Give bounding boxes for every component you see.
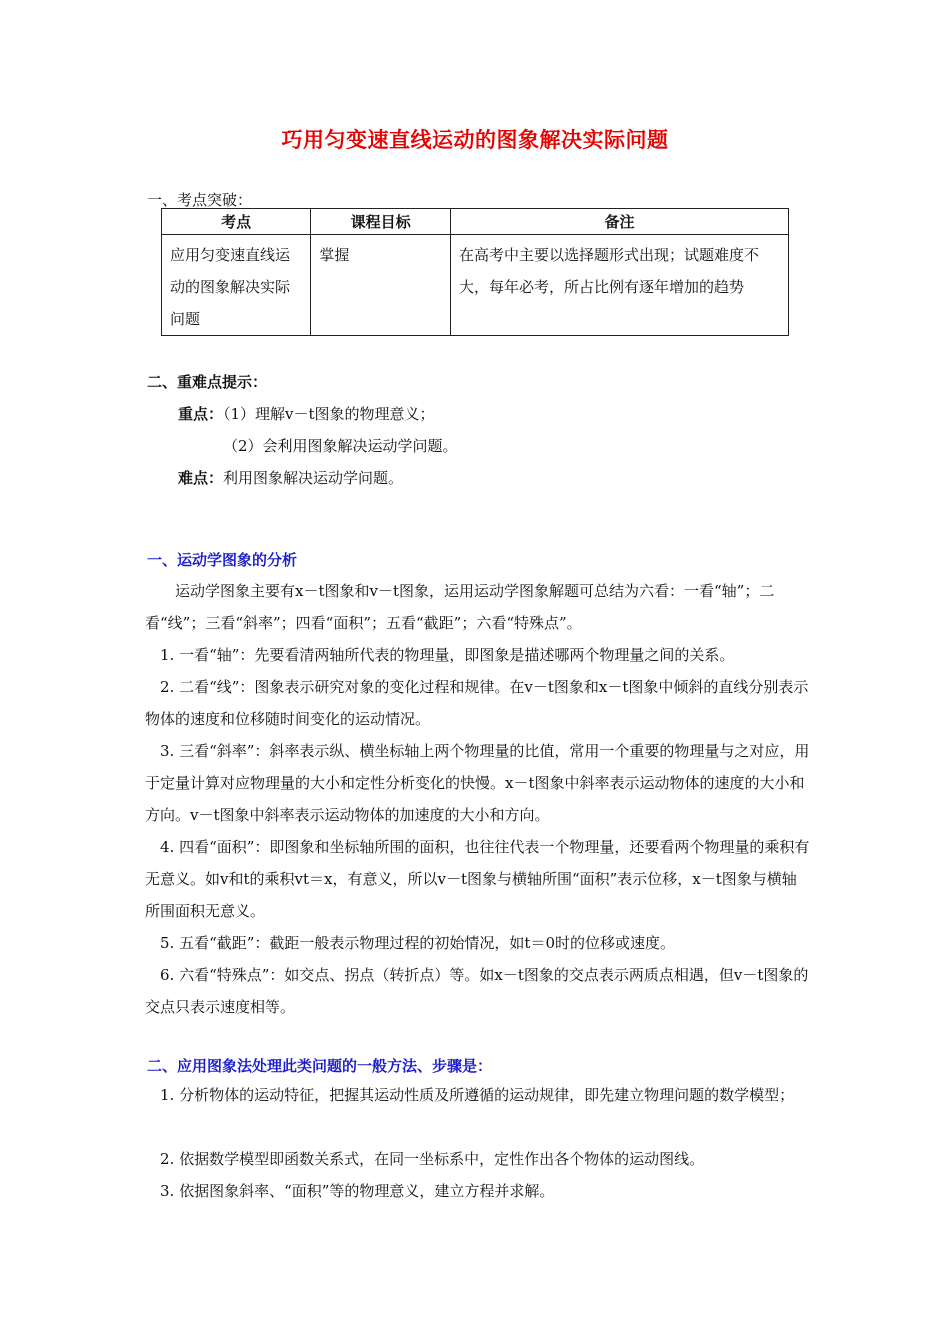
kaodian-table: [161, 208, 789, 336]
list-item: 1. 分析物体的运动特征，把握其运动性质及所遵循的运动规律，即先建立物理问题的数学模型；: [160, 1086, 795, 1104]
table-header: 备注: [451, 209, 789, 235]
table-header: 课程目标: [311, 209, 451, 235]
table-cell: 掌握: [311, 235, 451, 336]
part-a-intro: 运动学图象主要有x－t图象和v－t图象，运用运动学图象解题可总结为六看：一看“轴”；二看“线”；三看“斜率”；四看“面积”；五看“截距”；六看“特殊点”。: [145, 582, 775, 632]
section-kaodian-label: 一、考点突破：: [147, 191, 253, 209]
table-cell: 在高考中主要以选择题形式出现；试题难度不大，每年必考，所占比例有逐年增加的趋势: [451, 235, 789, 336]
key-point-2: （2）会利用图象解决运动学问题。: [223, 437, 458, 455]
list-item: 3. 三看“斜率”：斜率表示纵、横坐标轴上两个物理量的比值，常用一个重要的物理量与之对应，用于定量计算对应物理量的大小和定性分析变化的快慢。x－t图象中斜率表示运动物体的速度的大小和方向。v－t图象中斜率表示运动物体的加速度的大小和方向。: [145, 742, 810, 824]
table-header: 考点: [162, 209, 311, 235]
table-cell: 应用匀变速直线运动的图象解决实际问题: [162, 235, 311, 336]
difficult-text: 利用图象解决运动学问题。: [223, 469, 404, 487]
key-label: 重点：: [178, 405, 224, 423]
page-title: 巧用匀变速直线运动的图象解决实际问题: [281, 127, 669, 152]
list-item: 2. 二看“线”：图象表示研究对象的变化过程和规律。在v－t图象和x－t图象中倾斜的直线分别表示物体的速度和位移随时间变化的运动情况。: [145, 678, 809, 728]
table-row: [162, 235, 789, 336]
key-point-1: [178, 403, 435, 424]
list-item: 2. 依据数学模型即函数关系式，在同一坐标系中，定性作出各个物体的运动图线。: [160, 1150, 705, 1168]
table-header-row: [162, 209, 789, 235]
difficult-label: 难点：: [178, 469, 224, 487]
section-difficulty-label: 二、重难点提示：: [147, 373, 268, 391]
list-item: 5. 五看“截距”：截距一般表示物理过程的初始情况，如t＝0时的位移或速度。: [160, 934, 675, 952]
key-text-1: （1）理解v－t图象的物理意义；: [223, 405, 435, 423]
list-item: 3. 依据图象斜率、“面积”等的物理意义，建立方程并求解。: [160, 1182, 555, 1200]
list-item: 6. 六看“特殊点”：如交点、拐点（转折点）等。如x－t图象的交点表示两质点相遇，但v－t图象的交点只表示速度相等。: [145, 966, 809, 1016]
difficult-point: [178, 467, 403, 488]
part-a-heading: 一、运动学图象的分析: [147, 551, 298, 569]
list-item: 4. 四看“面积”：即图象和坐标轴所围的面积，也往往代表一个物理量，还要看两个物理量的乘积有无意义。如v和t的乘积vt＝x，有意义，所以v－t图象与横轴所围“面积”表示位移，x－t图象与横轴所围面积无意义。: [145, 838, 810, 920]
list-item: 1. 一看“轴”：先要看清两轴所代表的物理量，即图象是描述哪两个物理量之间的关系。: [160, 646, 735, 664]
part-b-heading: 二、应用图象法处理此类问题的一般方法、步骤是：: [147, 1057, 493, 1075]
